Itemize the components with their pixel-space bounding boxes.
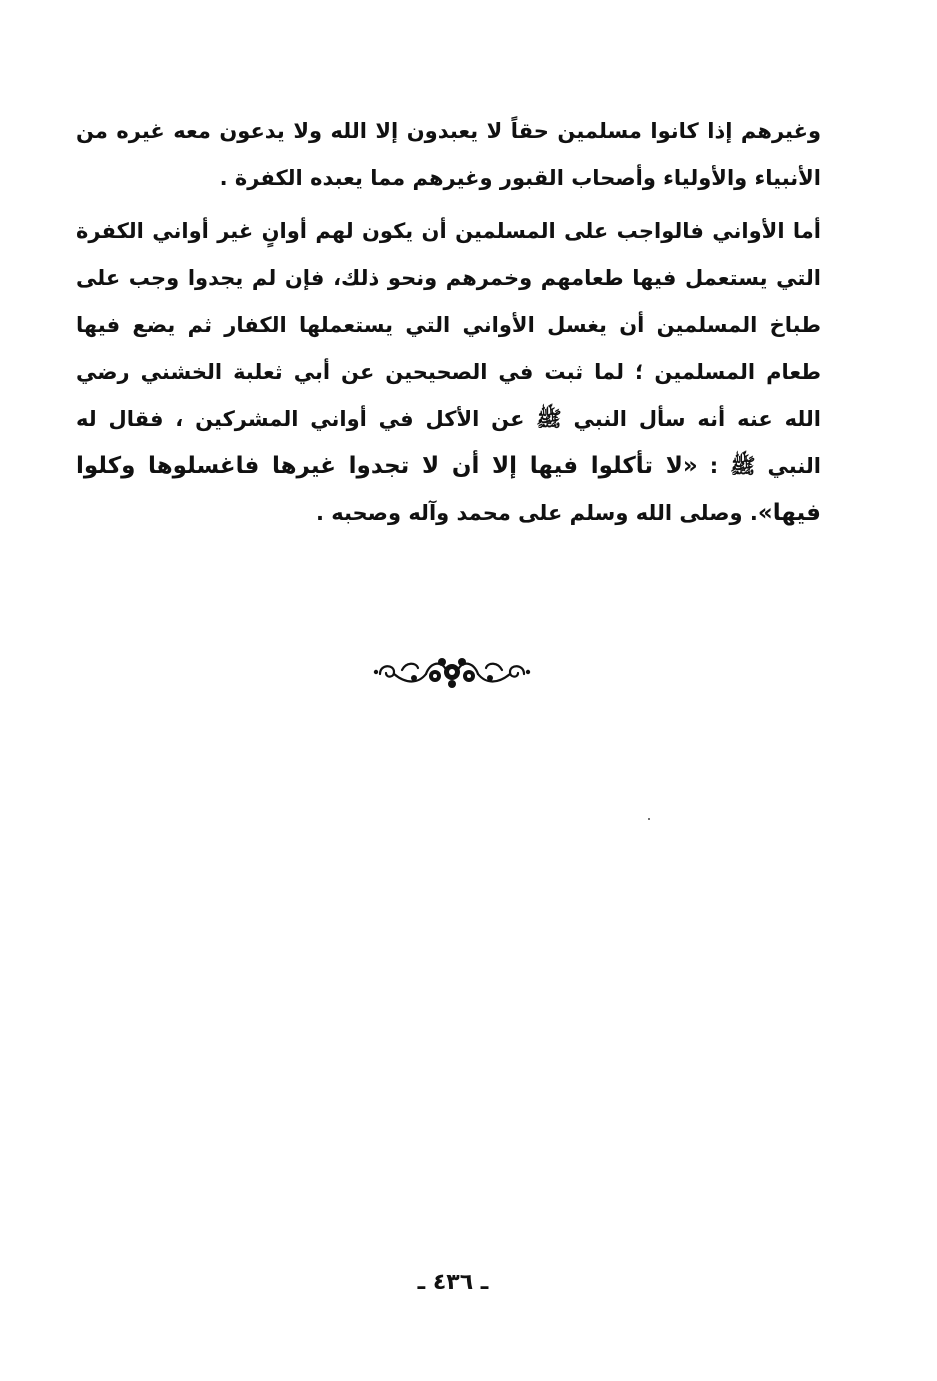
paragraph-2: [76, 208, 821, 537]
paragraph-1: [76, 108, 821, 202]
decorative-ornament-icon: [372, 650, 532, 694]
paragraph-2-closing: . وصلى الله وسلم على محمد وآله وصحبه .: [315, 501, 758, 525]
paragraph-2-intro: أما الأواني فالواجب على المسلمين أن يكون لهم أوانٍ غير أواني الكفرة التي يستعمل فيها طعامهم وخمرهم ونحو ذلك، فإن لم يجدوا وجب على طباخ المسلمين أن يغسل الأواني التي يستعملها الكفار ثم يضع فيها طعام المسلمين ؛ لما ثبت في الصحيحين عن أبي ثعلبة الخشني رضي الله عنه أنه سأل النبي ﷺ عن الأكل في أواني المشركين ، فقال له النبي ﷺ :: [76, 219, 821, 478]
scan-speck: [648, 818, 650, 820]
paragraph-1-text: وغيرهم إذا كانوا مسلمين حقاً لا يعبدون إلا الله ولا يدعون معه غيره من الأنبياء والأولياء وأصحاب القبور وغيرهم مما يعبده الكفرة .: [76, 119, 821, 190]
hadith-quote: «لا تأكلوا فيها إلا أن لا تجدوا غيرها فاغسلوها وكلوا فيها»: [76, 453, 821, 526]
page-number: ـ ٤٣٦ ـ: [417, 1270, 489, 1295]
